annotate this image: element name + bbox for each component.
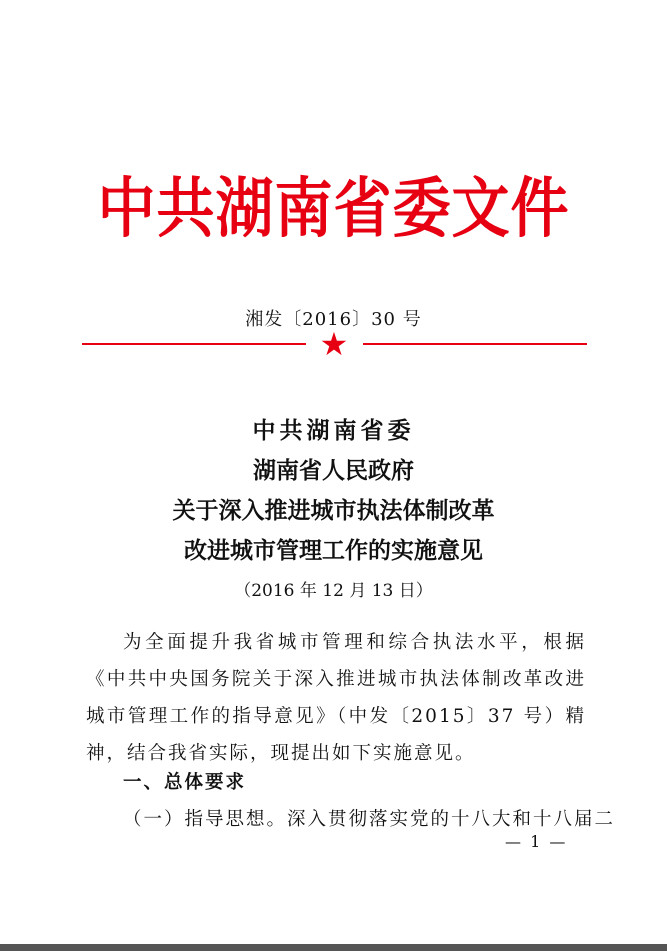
masthead-title: 中共湖南省委文件 <box>97 169 570 247</box>
title-line-3: 关于深入推进城市执法体制改革 <box>172 498 495 524</box>
section-heading: 一、总体要求 <box>123 772 247 793</box>
bottom-edge-bar <box>0 944 667 951</box>
document-number: 湘发〔2016〕30 号 <box>245 309 422 330</box>
intro-paragraph: 为全面提升我省城市管理和综合执法水平，根据《中共中央国务院关于深入推进城市执法体制改革改进城市管理工作的指导意见》（中发〔2015〕37 号）精神，结合我省实际，现提出如下实施意见。 <box>86 632 586 764</box>
title-line-4: 改进城市管理工作的实施意见 <box>184 538 483 564</box>
issue-date: （2016 年 12 月 13 日） <box>234 581 433 601</box>
star-icon: ★ <box>319 325 349 363</box>
title-line-2: 湖南省人民政府 <box>253 458 414 484</box>
title-line-1: 中共湖南省委 <box>252 418 415 444</box>
red-rule-left <box>82 343 306 345</box>
red-rule-right <box>363 343 587 345</box>
subsection-paragraph: （一）指导思想。深入贯彻落实党的十八大和十八届二 <box>123 809 616 830</box>
page-number: — 1 — <box>505 832 568 851</box>
